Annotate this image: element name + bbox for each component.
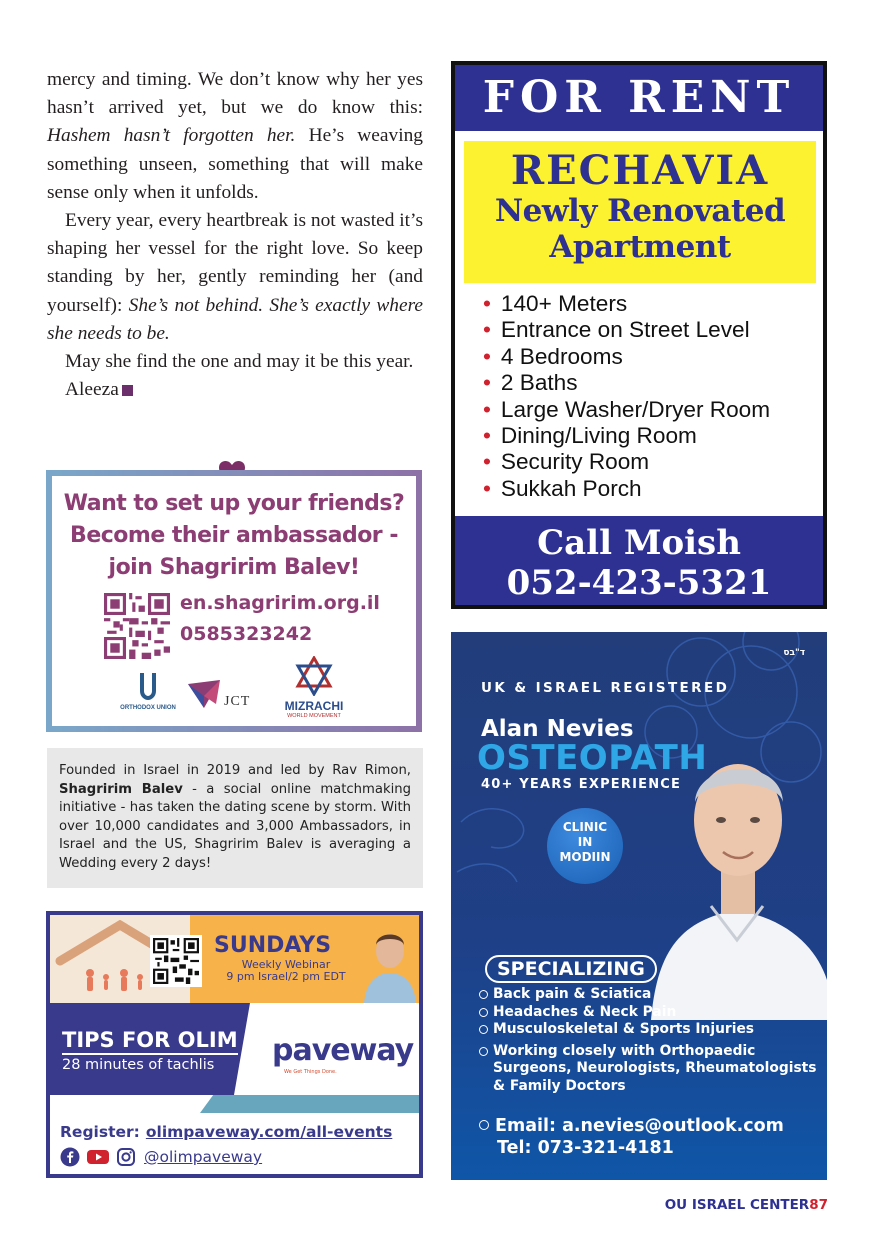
shagririm-phone[interactable]: 0585323242: [180, 623, 313, 645]
rent-features: [501, 291, 770, 502]
social-links: [60, 1147, 262, 1167]
publication-name: OU ISRAEL CENTER: [664, 1197, 810, 1213]
rent-phone[interactable]: 052-423-5321: [506, 563, 772, 603]
specialty-item: Headaches & Neck Pain: [479, 1004, 827, 1022]
webinar-day: SUNDAYS: [214, 933, 332, 958]
paveway-logo: paveway: [272, 1033, 414, 1068]
feature-item: • Sukkah Porch: [501, 476, 770, 502]
for-rent-ad: [451, 61, 827, 609]
register-link[interactable]: olimpaveway.com/all-events: [145, 1123, 393, 1141]
email-icon: [479, 1120, 489, 1130]
presenter-photo: [362, 921, 418, 1003]
osteo-bsd: ד"בס: [783, 648, 805, 658]
osteo-phone[interactable]: Tel: 073-321-4181: [497, 1138, 674, 1158]
specializing-pill: SPECIALIZING: [485, 955, 657, 983]
check-circle-icon: [479, 1047, 488, 1056]
star-of-david-icon: [294, 656, 334, 696]
tips-subtitle: 28 minutes of tachlis: [62, 1057, 215, 1073]
social-handle[interactable]: @olimpaveway: [144, 1148, 263, 1166]
qr-code-icon[interactable]: [150, 935, 202, 987]
shagririm-info-box: Founded in Israel in 2019 and led by Rav Rimon, Shagririm Balev - a social online matchmaking initiative - has taken the dating scene by storm. With over 10,000 candidates and 3,000 Ambassadors, in Israel and the US, Shagririm Balev is averaging a Wedding every 2 days!: [47, 748, 423, 888]
feature-item: • Entrance on Street Level: [501, 317, 770, 343]
qr-code-icon[interactable]: [104, 593, 170, 659]
article-signature: Aleeza: [47, 376, 423, 404]
youtube-icon[interactable]: [86, 1147, 110, 1167]
orthodox-union-logo: ORTHODOX UNION: [120, 669, 176, 712]
osteo-name: Alan Nevies: [481, 716, 634, 742]
article-emphasis: Hashem hasn’t forgotten her.: [47, 125, 296, 147]
check-circle-icon: [479, 1025, 488, 1034]
clinic-badge: CLINIC IN MODIIN: [547, 808, 623, 884]
rent-call-label: Call Moish: [537, 523, 741, 563]
specialty-item: Working closely with Orthopaedic Surgeons, Neurologists, Rheumatologists & Family Doctors: [479, 1043, 827, 1096]
rent-subtitle-line1: Newly Renovated: [494, 193, 786, 229]
paveway-ad[interactable]: [46, 911, 423, 1178]
info-bold-name: Shagririm Balev: [59, 781, 183, 797]
rent-subtitle-line2: Apartment: [549, 229, 731, 265]
feature-item: • Security Room: [501, 449, 770, 475]
facebook-icon[interactable]: [60, 1147, 80, 1167]
feature-item: • 2 Baths: [501, 370, 770, 396]
check-circle-icon: [479, 1008, 488, 1017]
paveway-header: [50, 915, 419, 1003]
specialty-item: Back pain & Sciatica: [479, 986, 827, 1004]
page-number: 87: [809, 1197, 828, 1213]
feature-item: • 4 Bedrooms: [501, 344, 770, 370]
article-paragraph: Every year, every heartbreak is not wasted it’s shaping her vessel for the right love. So keep standing by her, gently reminding her (and yourself): She’s not behind. She’s exactly where she needs to be.: [47, 210, 424, 344]
osteo-title: OSTEOPATH: [477, 738, 708, 778]
shagririm-url[interactable]: en.shagririm.org.il: [180, 592, 380, 614]
osteopath-ad: [451, 632, 827, 1180]
feature-item: • Large Washer/Dryer Room: [501, 397, 770, 423]
jct-logo-icon: [186, 678, 222, 712]
tips-title: TIPS FOR OLIM: [62, 1027, 238, 1055]
shagririm-headline: Want to set up your friends? Become their ambassador - join Shagririm Balev!: [63, 491, 405, 580]
instagram-icon[interactable]: [116, 1147, 136, 1167]
osteo-registered: UK & ISRAEL REGISTERED: [481, 680, 730, 696]
article-paragraph: mercy and timing. We don’t know why her yes hasn’t arrived yet, but we do know this: Hashem hasn’t forgotten her. He’s weaving something unseen, something that will make sense only when it unfolds.: [47, 69, 423, 203]
rent-header: FOR RENT: [455, 65, 823, 131]
jct-logo: JCT: [186, 676, 260, 716]
specialty-item: Musculoskeletal & Sports Injuries: [479, 1021, 827, 1039]
doctor-photo: [641, 720, 827, 1020]
page-footer: [665, 1197, 828, 1213]
osteo-email[interactable]: Email: a.nevies@outlook.com: [479, 1116, 784, 1136]
register-line: [60, 1123, 392, 1141]
end-mark-icon: [122, 385, 133, 396]
specialties-list: [479, 986, 827, 1095]
article-paragraph: May she find the one and may it be this year.: [65, 351, 414, 373]
osteo-experience: 40+ YEARS EXPERIENCE: [481, 777, 682, 792]
shagririm-ad[interactable]: [46, 470, 422, 732]
article-text: [47, 66, 423, 404]
paveway-tagline: We Get Things Done.: [284, 1069, 337, 1075]
divider-stripe: [200, 1095, 420, 1113]
mizrachi-logo: MIZRACHI WORLD MOVEMENT: [274, 656, 354, 719]
ou-logo-icon: [136, 669, 160, 701]
check-circle-icon: [479, 990, 488, 999]
rent-highlight-box: [464, 141, 816, 283]
feature-item: • 140+ Meters: [501, 291, 770, 317]
article-emphasis: She’s not behind. She’s exactly where she needs to be.: [47, 294, 424, 344]
register-label: Register:: [60, 1123, 140, 1141]
rent-neighborhood: RECHAVIA: [510, 147, 770, 194]
webinar-schedule: Weekly Webinar 9 pm Israel/2 pm EDT: [226, 958, 346, 983]
rent-contact: [455, 516, 823, 605]
feature-item: • Dining/Living Room: [501, 423, 770, 449]
